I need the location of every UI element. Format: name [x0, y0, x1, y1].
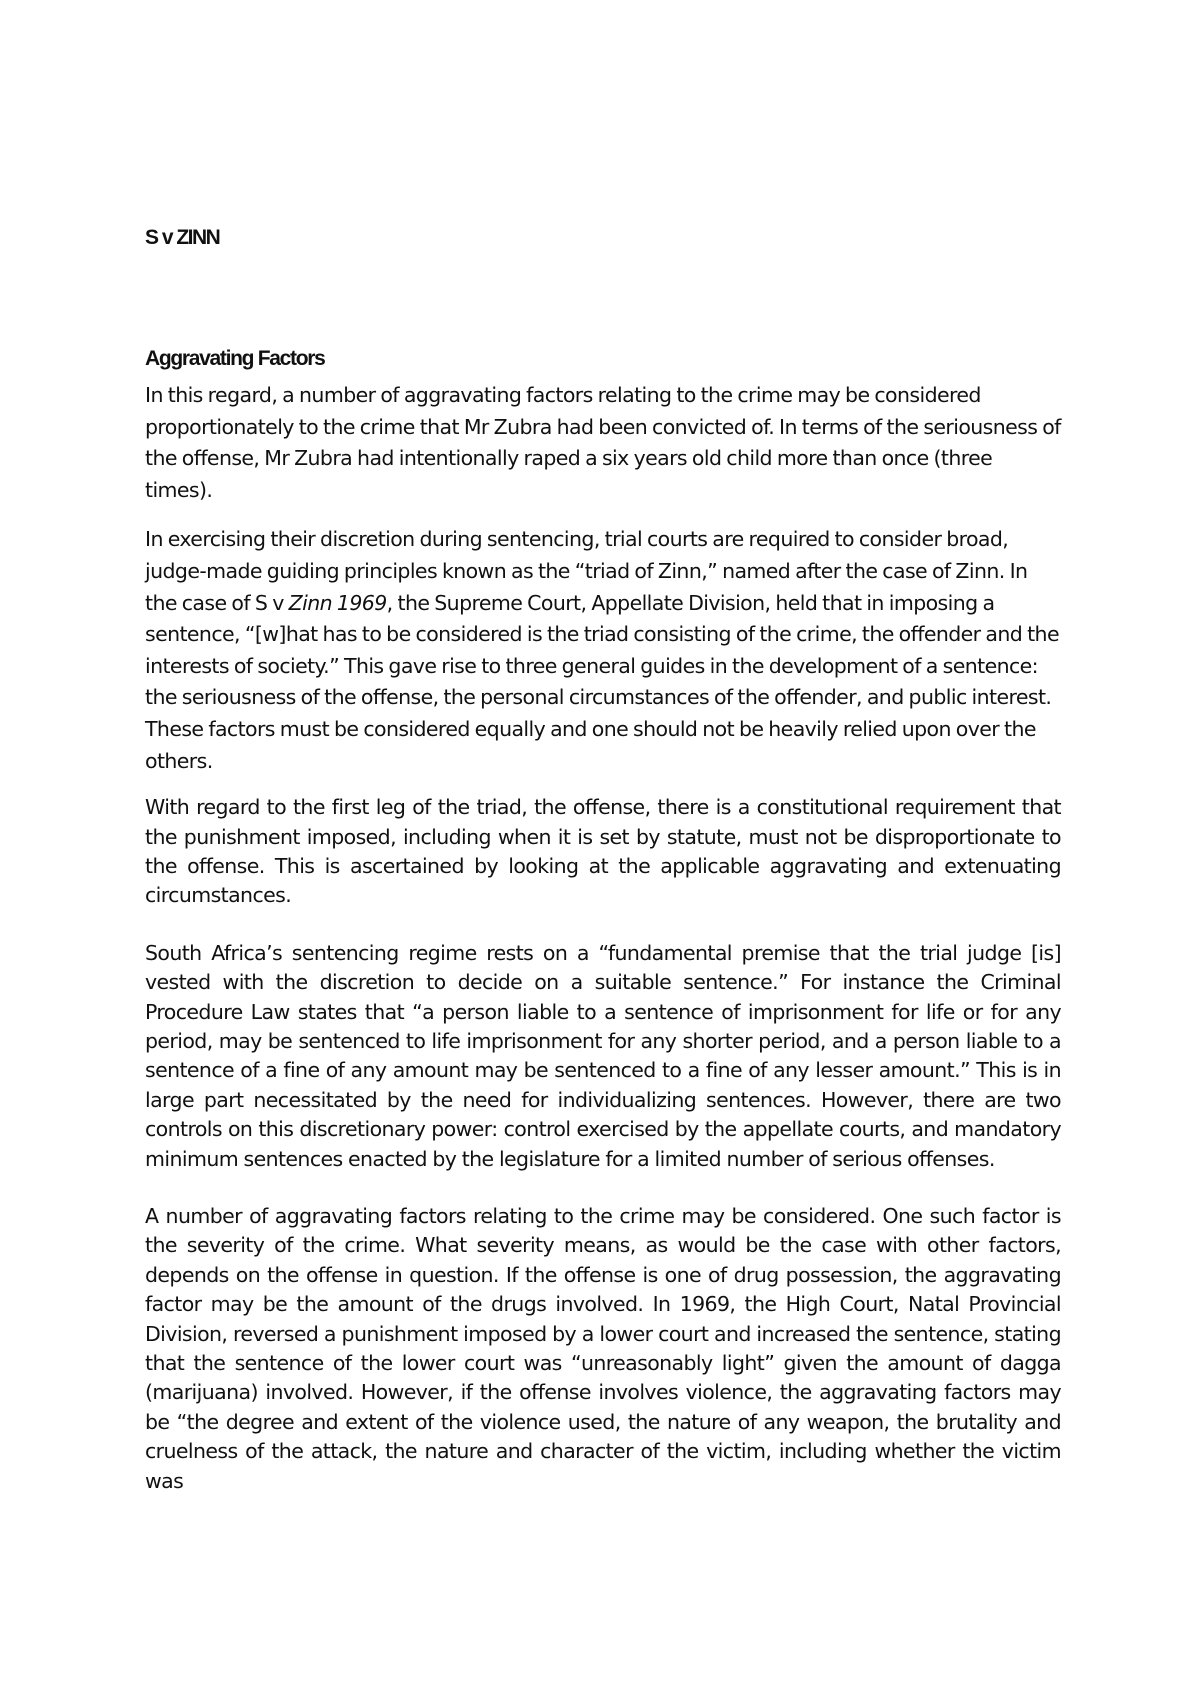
paragraph-first-leg: With regard to the first leg of the triad, the offense, there is a constitutional requirement that the punishment imposed, including when it is set by statute, must not be disproportionate to the offense. This is ascertained by looking at the applicable aggravating and extenuating circumstances.	[145, 795, 1061, 908]
paragraph-triad-of-zinn	[145, 524, 1061, 777]
section-heading: Aggravating Factors	[145, 347, 325, 370]
case-citation: Zinn 1969	[288, 590, 387, 615]
paragraph-zubra-offense: In this regard, a number of aggravating factors relating to the crime may be considered proportionately to the crime that Mr Zubra had been convicted of. In terms of the seriousness of the offense, Mr Zubra had intentionally raped a six years old child more than once (three times).	[145, 383, 1061, 502]
paragraph-text: In exercising their discretion during sentencing, trial courts are required to consider broad, judge-made guiding principles known as the “triad of Zinn,” named after the case of Zinn. In the case of S v	[145, 527, 1028, 615]
paragraph-sentencing-regime: South Africa’s sentencing regime rests on a “fundamental premise that the trial judge [is] vested with the discretion to decide on a suitable sentence.” For instance the Criminal Procedure Law states that “a person liable to a sentence of imprisonment for life or for any period, may be sentenced to life imprisonment for any shorter period, and a person liable to a sentence of a fine of any amount may be sentenced to a fine of any lesser amount.” This is in large part necessitated by the need for individualizing sentences. However, there are two controls on this discretionary power: control exercised by the appellate courts, and mandatory minimum sentences enacted by the legislature for a limited number of serious offenses.	[145, 940, 1061, 1171]
case-title: S v ZINN	[145, 226, 220, 249]
paragraph-text: , the Supreme Court, Appellate Division, held that in imposing a sentence, “[w]hat has to be considered is the triad consisting of the crime, the offender and the interests of society.” This gave rise to three general guides in the development of a sentence: the seriousness of the offense, the personal circumstances of the offender, and public interest. These factors must be considered equally and one should not be heavily relied upon over the others.	[145, 590, 1059, 773]
aggravating-factors-section	[145, 346, 1061, 1496]
paragraph-aggravating-severity: A number of aggravating factors relating to the crime may be considered. One such factor is the severity of the crime. What severity means, as would be the case with other factors, depends on the offense in question. If the offense is one of drug possession, the aggravating factor may be the amount of the drugs involved. In 1969, the High Court, Natal Provincial Division, reversed a punishment imposed by a lower court and increased the sentence, stating that the sentence of the lower court was “unreasonably light” given the amount of dagga (marijuana) involved. However, if the offense involves violence, the aggravating factors may be “the degree and extent of the violence used, the nature of any weapon, the brutality and cruelness of the attack, the nature and character of the victim, including whether the victim was	[145, 1204, 1061, 1493]
